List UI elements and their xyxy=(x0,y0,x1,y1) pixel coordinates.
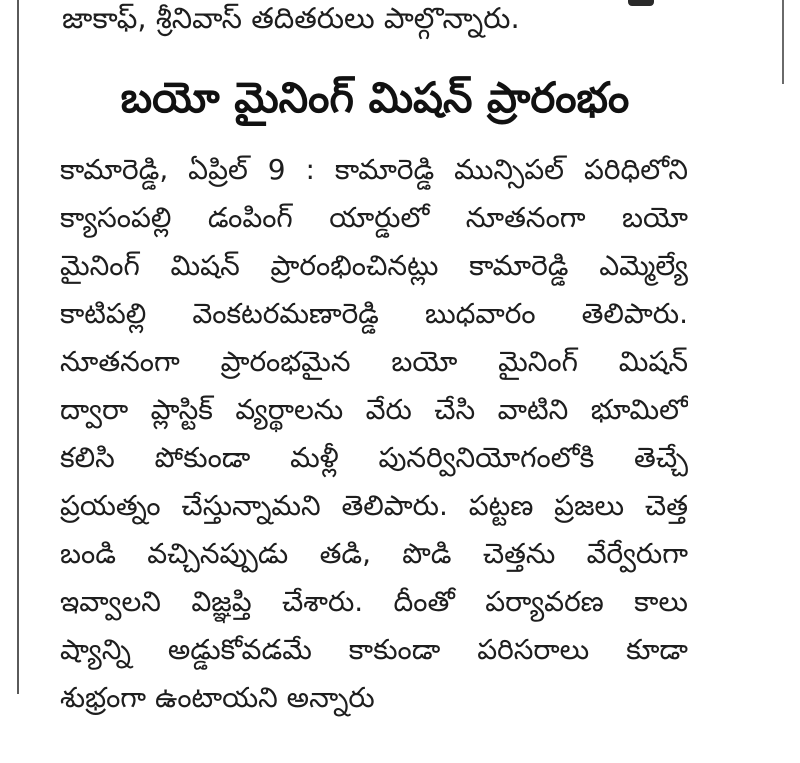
article-body xyxy=(60,146,688,722)
body-line: ప్రయత్నం చేస్తున్నామని తెలిపారు. పట్టణ ప్రజలు చెత్త xyxy=(60,489,688,522)
body-line: క్యాసంపల్లి డంపింగ్ యార్డులో నూతనంగా బయో xyxy=(60,201,688,234)
body-line: బండి వచ్చినప్పుడు తడి, పొడి చెత్తను వేర్వేరుగా xyxy=(60,537,688,570)
body-line: కామారెడ్డి, ఏప్రిల్ 9 : కామారెడ్డి మున్సిపల్ పరిధిలోని xyxy=(60,153,688,186)
body-line: కలిసి పోకుండా మళ్లీ పునర్వినియోగంలోకి తెచ్చే xyxy=(60,441,688,474)
body-line: శుభ్రంగా ఉంటాయని అన్నారు xyxy=(60,681,375,714)
previous-article-tail: జాకాఫ్, శ్రీనివాస్ తదితరులు పాల్గొన్నారు. xyxy=(62,1,520,35)
body-line: మైనింగ్ మిషన్ ప్రారంభించినట్లు కామారెడ్డి ఎమ్మెల్యే xyxy=(60,249,688,282)
body-line: నూతనంగా ప్రారంభమైన బయో మైనింగ్ మిషన్ xyxy=(60,345,688,378)
article-headline: బయో మైనింగ్ మిషన్ ప్రారంభం xyxy=(120,73,630,122)
body-line: కాటిపల్లి వెంకటరమణారెడ్డి బుధవారం తెలిపారు. xyxy=(60,297,688,330)
body-line: ఇవ్వాలని విజ్ఞప్తి చేశారు. దీంతో పర్యావరణ కాలు xyxy=(60,585,688,618)
right-column-rule xyxy=(782,0,784,84)
body-line: ద్వారా ప్లాస్టిక్ వ్యర్థాలను వేరు చేసి వాటిని భూమిలో xyxy=(60,393,688,426)
left-column-rule xyxy=(17,0,19,694)
body-line: ష్యాన్ని అడ్డుకోవడమే కాకుండా పరిసరాలు కూడా xyxy=(60,633,688,666)
